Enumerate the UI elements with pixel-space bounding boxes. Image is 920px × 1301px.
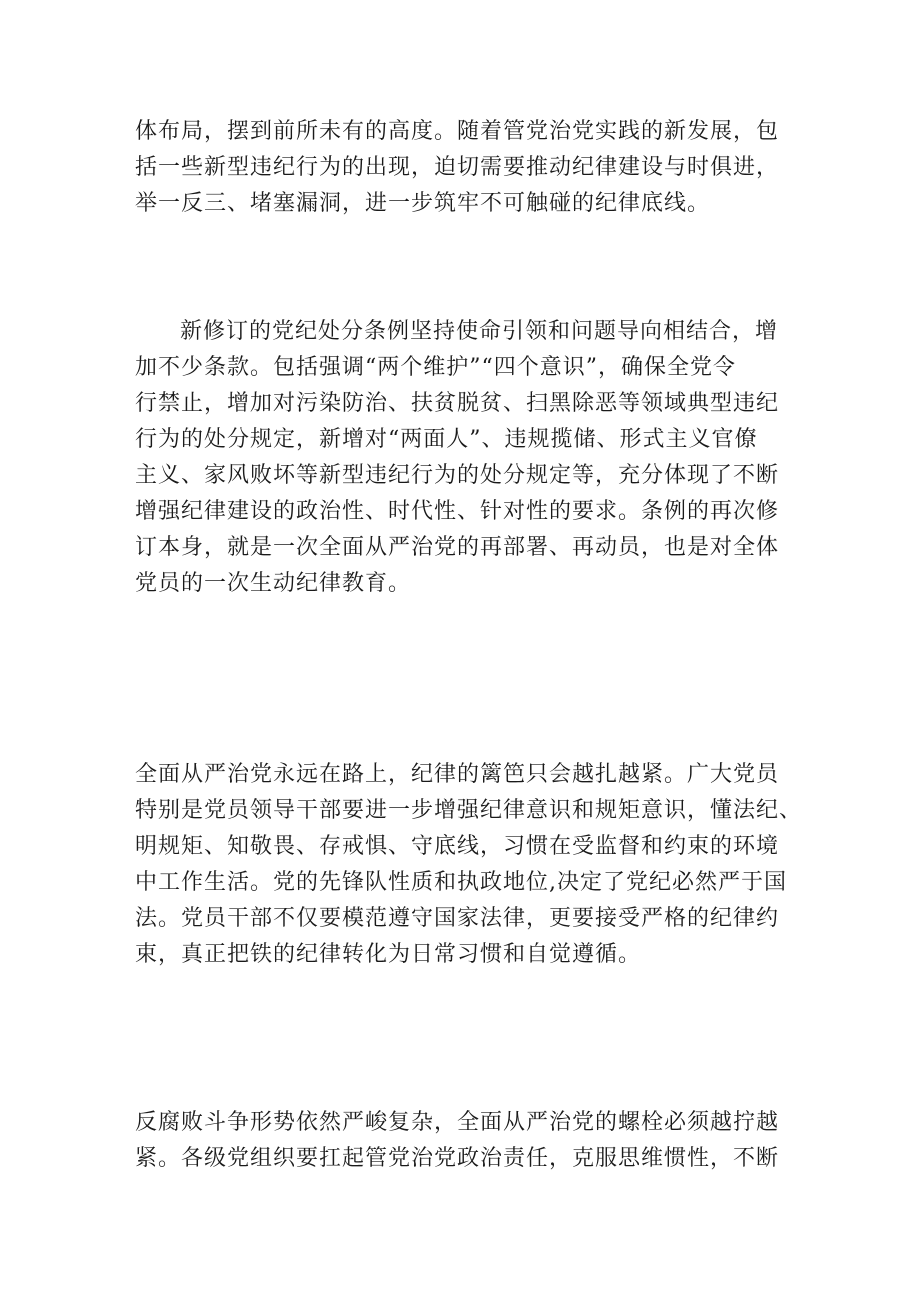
paragraph-line: 党员的一次生动纪律教育。 bbox=[135, 571, 412, 596]
paragraph-line: 束，真正把铁的纪律转化为日常习惯和自觉遵循。 bbox=[135, 942, 642, 967]
paragraph-2 bbox=[135, 314, 795, 602]
paragraph-line: 行为的处分规定，新增对“两面人”、违规揽储、形式主义官僚 bbox=[135, 427, 758, 452]
paragraph-line: 明规矩、知敬畏、存戒惧、守底线，习惯在受监督和约束的环境 bbox=[135, 834, 780, 859]
paragraph-line: 反腐败斗争形势依然严峻复杂，全面从严治党的螺栓必须越拧越 bbox=[135, 1110, 780, 1135]
paragraph-line: 括一些新型违纪行为的出现，迫切需要推动纪律建设与时俱进， bbox=[135, 155, 780, 180]
paragraph-line: 特别是党员领导干部要进一步增强纪律意识和规矩意识，懂法纪、 bbox=[135, 798, 803, 823]
paragraph-line: 中工作生活。党的先锋队性质和执政地位,决定了党纪必然严于国 bbox=[135, 870, 787, 895]
paragraph-line: 增强纪律建设的政治性、时代性、针对性的要求。条例的再次修 bbox=[135, 499, 780, 524]
paragraph-1 bbox=[135, 114, 795, 222]
paragraph-line: 法。党员干部不仅要模范遵守国家法律，更要接受严格的纪律约 bbox=[135, 906, 780, 931]
paragraph-4 bbox=[135, 1105, 795, 1177]
paragraph-line-indented: 新修订的党纪处分条例坚持使命引领和问题导向相结合，增 bbox=[180, 319, 779, 344]
paragraph-3 bbox=[135, 757, 803, 973]
paragraph-line: 订本身，就是一次全面从严治党的再部署、再动员，也是对全体 bbox=[135, 535, 780, 560]
paragraph-line: 体布局，摆到前所未有的高度。随着管党治党实践的新发展，包 bbox=[135, 119, 780, 144]
paragraph-line: 主义、家风败坏等新型违纪行为的处分规定等，充分体现了不断 bbox=[135, 463, 780, 488]
paragraph-line: 行禁止，增加对污染防治、扶贫脱贫、扫黑除恶等领域典型违纪 bbox=[135, 391, 780, 416]
paragraph-line: 加不少条款。包括强调“两个维护”“四个意识”，确保全党令 bbox=[135, 355, 736, 380]
paragraph-line: 全面从严治党永远在路上，纪律的篱笆只会越扎越紧。广大党员 bbox=[135, 762, 780, 787]
paragraph-line: 举一反三、堵塞漏洞，进一步筑牢不可触碰的纪律底线。 bbox=[135, 191, 711, 216]
paragraph-line: 紧。各级党组织要扛起管党治党政治责任，克服思维惯性，不断 bbox=[135, 1146, 780, 1171]
